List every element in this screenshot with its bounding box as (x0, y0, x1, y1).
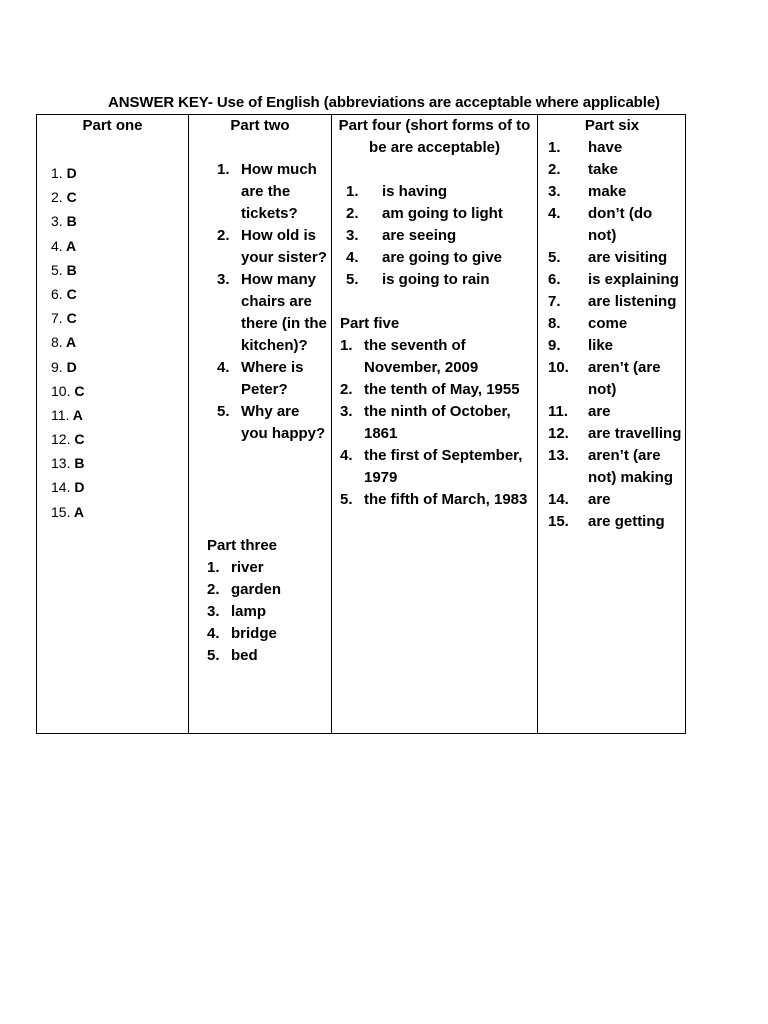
list-item (548, 489, 684, 511)
list-item (217, 401, 329, 445)
item-number: 2. (217, 227, 230, 244)
item-answer: C (62, 285, 77, 302)
list-item (51, 427, 84, 451)
list-item (548, 291, 684, 313)
item-number: 2. (340, 381, 353, 398)
item-number: 5. (548, 249, 561, 266)
item-number: 4. (51, 237, 63, 254)
item-number: 1. (51, 165, 63, 181)
list-item (548, 269, 684, 291)
item-answer: A (69, 406, 83, 423)
item-number: 8. (548, 315, 561, 332)
list-item (207, 645, 327, 667)
item-answer: A (62, 334, 77, 351)
item-number: 5. (346, 271, 359, 288)
item-answer: the first of September, 1979 (364, 447, 523, 486)
item-answer: the seventh of November, 2009 (364, 337, 479, 376)
list-item (340, 489, 536, 511)
item-number: 6. (51, 285, 63, 302)
item-number: 6. (548, 271, 561, 288)
list-item (207, 601, 327, 623)
item-answer: take (588, 161, 619, 178)
item-answer: are listening (588, 293, 677, 310)
list-item (51, 451, 84, 475)
item-number: 1. (548, 139, 561, 156)
part-six-heading: Part six (584, 117, 640, 134)
part-one-list (51, 161, 84, 524)
list-item (207, 623, 327, 645)
list-item (548, 401, 684, 423)
item-answer: the fifth of March, 1983 (364, 491, 528, 508)
item-answer: How old is your sister? (241, 227, 327, 266)
item-answer: are (588, 491, 611, 508)
item-answer: bed (231, 647, 258, 664)
list-item (217, 269, 329, 357)
part-six-list (548, 137, 684, 533)
item-answer: D (70, 479, 85, 496)
list-item (51, 258, 84, 282)
item-answer: am going to light (382, 205, 503, 222)
item-number: 5. (217, 403, 230, 420)
list-item (51, 355, 84, 379)
item-number: 5. (51, 261, 63, 278)
item-answer: aren’t (are not) making (588, 447, 673, 486)
list-item (51, 475, 84, 499)
part-five-list (340, 335, 536, 511)
list-item (51, 330, 84, 354)
part-two-heading: Part two (230, 117, 290, 134)
item-answer: are (588, 403, 611, 420)
item-answer: lamp (231, 603, 267, 620)
list-item (51, 209, 84, 233)
item-answer: D (62, 358, 77, 375)
part-five-heading: Part five (340, 315, 400, 332)
item-number: 7. (51, 310, 63, 327)
item-answer: the ninth of October, 1861 (364, 403, 511, 442)
item-number: 2. (207, 581, 220, 598)
list-item (548, 445, 684, 489)
list-item (346, 247, 536, 269)
item-number: 9. (51, 358, 63, 375)
item-number: 11. (548, 403, 569, 420)
item-answer: C (62, 189, 77, 206)
item-answer: How much are the tickets? (241, 161, 317, 222)
item-number: 14. (548, 491, 569, 508)
item-answer: bridge (231, 625, 277, 642)
item-number: 4. (548, 205, 561, 222)
item-answer: garden (231, 581, 282, 598)
item-number: 10. (548, 359, 569, 376)
list-item (51, 500, 84, 524)
list-item (548, 423, 684, 445)
item-answer: like (588, 337, 614, 354)
list-item (548, 313, 684, 335)
column-part-four (332, 115, 537, 508)
list-item (340, 379, 536, 401)
item-answer: are seeing (382, 227, 457, 244)
item-number: 2. (548, 161, 561, 178)
item-answer: B (62, 261, 77, 278)
item-number: 1. (340, 337, 353, 354)
list-item (51, 306, 84, 330)
list-item (548, 335, 684, 357)
item-answer: have (588, 139, 623, 156)
item-answer: Where is Peter? (241, 359, 304, 398)
item-answer: are going to give (382, 249, 503, 266)
item-answer: B (70, 455, 85, 472)
item-answer: make (588, 183, 627, 200)
list-item (51, 403, 84, 427)
list-item (548, 511, 684, 533)
item-number: 3. (340, 403, 353, 420)
item-number: 4. (207, 625, 220, 642)
item-answer: is going to rain (382, 271, 490, 288)
item-number: 3. (51, 213, 63, 230)
item-number: 3. (207, 603, 220, 620)
list-item (207, 579, 327, 601)
part-four-list (346, 181, 536, 291)
item-answer: A (62, 237, 77, 254)
item-answer: C (62, 310, 77, 327)
item-number: 12. (51, 431, 71, 448)
item-answer: How many chairs are there (in the kitchen)? (241, 271, 327, 354)
page-title: ANSWER KEY- Use of English (abbreviations are acceptable where applicable) (108, 94, 660, 111)
item-number: 2. (346, 205, 359, 222)
list-item (340, 401, 536, 445)
item-number: 4. (346, 249, 359, 266)
list-item (217, 225, 329, 269)
item-number: 1. (207, 559, 220, 576)
item-number: 5. (207, 647, 220, 664)
column-part-two (189, 115, 331, 664)
item-answer: are travelling (588, 425, 682, 442)
list-item (346, 225, 536, 247)
item-number: 1. (346, 183, 359, 200)
item-number: 13. (548, 447, 569, 464)
list-item (548, 203, 684, 247)
item-answer: D (62, 165, 77, 181)
item-number: 5. (340, 491, 353, 508)
list-item (207, 557, 327, 579)
item-number: 13. (51, 455, 71, 472)
item-answer: river (231, 559, 264, 576)
item-answer: come (588, 315, 628, 332)
list-item (51, 185, 84, 209)
item-number: 2. (51, 189, 63, 206)
list-item (548, 159, 684, 181)
item-answer: are visiting (588, 249, 668, 266)
list-item (51, 234, 84, 258)
item-answer: the tenth of May, 1955 (364, 381, 520, 398)
item-number: 14. (51, 479, 71, 496)
item-number: 15. (548, 513, 569, 530)
item-answer: is having (382, 183, 448, 200)
column-divider (537, 115, 538, 733)
item-answer: C (70, 431, 85, 448)
column-part-six (538, 115, 686, 530)
list-item (346, 181, 536, 203)
list-item (51, 379, 84, 403)
item-answer: are getting (588, 513, 665, 530)
item-answer: don’t (do not) (588, 205, 653, 244)
list-item (548, 357, 684, 401)
part-four-heading: Part four (short forms of to be are acceptable) (338, 117, 531, 156)
item-number: 4. (217, 359, 230, 376)
item-number: 7. (548, 293, 561, 310)
item-number: 15. (51, 503, 71, 520)
item-number: 3. (346, 227, 359, 244)
item-number: 1. (217, 161, 230, 178)
item-number: 4. (340, 447, 353, 464)
list-item (217, 357, 329, 401)
list-item (548, 181, 684, 203)
part-one-heading: Part one (82, 117, 143, 134)
list-item (346, 269, 536, 291)
part-three-list (207, 557, 327, 667)
part-two-list (217, 159, 329, 445)
item-answer: A (70, 503, 84, 520)
column-divider (331, 115, 332, 733)
item-number: 11. (51, 406, 70, 423)
column-divider (188, 115, 189, 733)
list-item (548, 247, 684, 269)
answer-key-table (36, 114, 686, 734)
list-item (346, 203, 536, 225)
item-number: 12. (548, 425, 569, 442)
list-item (548, 137, 684, 159)
item-answer: B (62, 213, 77, 230)
column-part-one (37, 115, 188, 520)
list-item (51, 161, 84, 185)
list-item (340, 335, 536, 379)
item-number: 3. (548, 183, 561, 200)
item-answer: is explaining (588, 271, 679, 288)
item-answer: aren’t (are not) (588, 359, 661, 398)
item-number: 9. (548, 337, 561, 354)
list-item (51, 282, 84, 306)
part-three-heading: Part three (207, 537, 278, 554)
list-item (217, 159, 329, 225)
item-number: 10. (51, 382, 71, 399)
item-answer: C (70, 382, 85, 399)
item-answer: Why are you happy? (241, 403, 326, 442)
item-number: 3. (217, 271, 230, 288)
item-number: 8. (51, 334, 63, 351)
list-item (340, 445, 536, 489)
